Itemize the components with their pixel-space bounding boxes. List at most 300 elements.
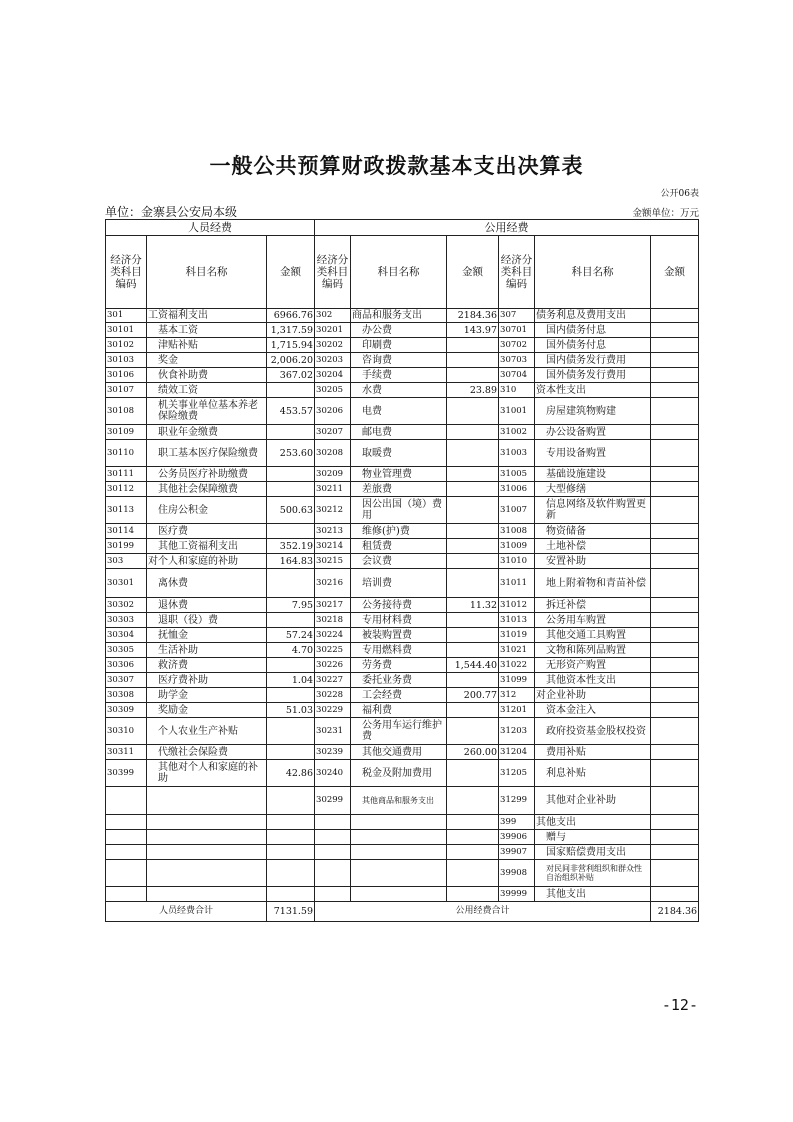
capital-amount	[651, 440, 699, 467]
public-name: 被装购置费	[351, 628, 447, 643]
public-code: 30201	[315, 323, 351, 338]
public-amount	[447, 539, 499, 554]
personnel-amount	[267, 524, 315, 539]
header-name: 科目名称	[535, 236, 651, 309]
public-name: 委托业务费	[351, 673, 447, 688]
capital-amount	[651, 569, 699, 598]
table-row	[106, 353, 699, 368]
public-amount	[447, 703, 499, 718]
capital-code: 31012	[499, 598, 535, 613]
personnel-name	[147, 860, 267, 887]
table-row	[106, 673, 699, 688]
capital-name: 房屋建筑物购建	[535, 398, 651, 425]
capital-name: 资本性支出	[535, 383, 651, 398]
public-amount	[447, 760, 499, 787]
public-amount	[447, 353, 499, 368]
capital-code: 31001	[499, 398, 535, 425]
capital-code: 39907	[499, 845, 535, 860]
personnel-code: 30309	[106, 703, 147, 718]
public-code: 30227	[315, 673, 351, 688]
capital-amount	[651, 688, 699, 703]
personnel-code	[106, 860, 147, 887]
public-amount	[447, 830, 499, 845]
public-amount: 200.77	[447, 688, 499, 703]
table-row	[106, 688, 699, 703]
capital-name: 物资储备	[535, 524, 651, 539]
public-amount	[447, 887, 499, 902]
capital-amount	[651, 703, 699, 718]
public-code	[315, 830, 351, 845]
table-row	[106, 425, 699, 440]
capital-amount	[651, 524, 699, 539]
table-row	[106, 368, 699, 383]
money-unit-label: 金额单位：万元	[632, 208, 699, 219]
public-code: 30240	[315, 760, 351, 787]
public-code: 30228	[315, 688, 351, 703]
public-code: 30215	[315, 554, 351, 569]
header-name: 科目名称	[351, 236, 447, 309]
table-row	[106, 658, 699, 673]
personnel-code: 30199	[106, 539, 147, 554]
capital-code: 31005	[499, 467, 535, 482]
personnel-amount: 6966.76	[267, 309, 315, 323]
capital-name: 债务利息及费用支出	[535, 309, 651, 323]
header-code: 经济分类科目编码	[315, 236, 351, 309]
capital-name: 利息补贴	[535, 760, 651, 787]
capital-name: 文物和陈列品购置	[535, 643, 651, 658]
table-row	[106, 887, 699, 902]
personnel-name: 基本工资	[147, 323, 267, 338]
capital-amount	[651, 673, 699, 688]
public-code: 30203	[315, 353, 351, 368]
table-row	[106, 398, 699, 425]
capital-name: 国内债务付息	[535, 323, 651, 338]
capital-name: 无形资产购置	[535, 658, 651, 673]
personnel-code	[106, 830, 147, 845]
personnel-name: 生活补助	[147, 643, 267, 658]
capital-amount	[651, 467, 699, 482]
public-amount	[447, 440, 499, 467]
capital-code: 310	[499, 383, 535, 398]
personnel-code: 30311	[106, 745, 147, 760]
public-code	[315, 887, 351, 902]
capital-amount	[651, 787, 699, 815]
capital-code: 399	[499, 815, 535, 830]
personnel-code: 30399	[106, 760, 147, 787]
capital-code: 31204	[499, 745, 535, 760]
personnel-amount	[267, 815, 315, 830]
capital-name: 国外债务发行费用	[535, 368, 651, 383]
header-amount: 金额	[651, 236, 699, 309]
form-number: 公开06表	[660, 189, 699, 199]
capital-code: 31299	[499, 787, 535, 815]
capital-name: 费用补贴	[535, 745, 651, 760]
capital-name: 其他支出	[535, 815, 651, 830]
public-name: 其他交通费用	[351, 745, 447, 760]
personnel-code: 30106	[106, 368, 147, 383]
capital-name: 其他对企业补助	[535, 787, 651, 815]
public-name: 因公出国（境）费用	[351, 497, 447, 524]
personnel-code: 30301	[106, 569, 147, 598]
capital-code: 39908	[499, 860, 535, 887]
capital-code: 31007	[499, 497, 535, 524]
capital-amount	[651, 760, 699, 787]
personnel-amount: 367.02	[267, 368, 315, 383]
table-row	[106, 383, 699, 398]
public-amount	[447, 628, 499, 643]
public-code: 30229	[315, 703, 351, 718]
personnel-code: 30103	[106, 353, 147, 368]
personnel-amount	[267, 425, 315, 440]
personnel-amount: 42.86	[267, 760, 315, 787]
personnel-code: 30306	[106, 658, 147, 673]
capital-amount	[651, 598, 699, 613]
public-amount	[447, 673, 499, 688]
capital-amount	[651, 497, 699, 524]
public-amount	[447, 482, 499, 497]
capital-code: 30702	[499, 338, 535, 353]
capital-name: 政府投资基金股权投资	[535, 718, 651, 745]
capital-name: 其他支出	[535, 887, 651, 902]
table-row	[106, 830, 699, 845]
capital-code: 31011	[499, 569, 535, 598]
personnel-name: 其他对个人和家庭的补助	[147, 760, 267, 787]
public-amount	[447, 845, 499, 860]
capital-amount	[651, 323, 699, 338]
capital-name: 地上附着物和青苗补偿	[535, 569, 651, 598]
public-name: 水费	[351, 383, 447, 398]
personnel-code	[106, 787, 147, 815]
public-name: 会议费	[351, 554, 447, 569]
public-code: 30225	[315, 643, 351, 658]
public-name: 差旅费	[351, 482, 447, 497]
capital-code: 30703	[499, 353, 535, 368]
personnel-section-header: 人员经费	[106, 220, 315, 236]
header-amount: 金额	[267, 236, 315, 309]
personnel-code: 30310	[106, 718, 147, 745]
personnel-amount: 2,006.20	[267, 353, 315, 368]
public-amount	[447, 613, 499, 628]
public-code: 30218	[315, 613, 351, 628]
public-total-amount: 2184.36	[651, 902, 699, 922]
table-row	[106, 482, 699, 497]
public-name: 商品和服务支出	[351, 309, 447, 323]
capital-name: 国内债务发行费用	[535, 353, 651, 368]
capital-code: 31002	[499, 425, 535, 440]
public-code: 30214	[315, 539, 351, 554]
public-name: 公务用车运行维护费	[351, 718, 447, 745]
public-code: 30217	[315, 598, 351, 613]
public-amount	[447, 554, 499, 569]
public-amount	[447, 368, 499, 383]
personnel-code: 30101	[106, 323, 147, 338]
public-amount	[447, 425, 499, 440]
table-row	[106, 323, 699, 338]
personnel-name: 工资福利支出	[147, 309, 267, 323]
public-code: 30202	[315, 338, 351, 353]
public-amount	[447, 643, 499, 658]
personnel-total-label: 人员经费合计	[106, 902, 267, 922]
public-name: 专用材料费	[351, 613, 447, 628]
table-row	[106, 860, 699, 887]
capital-amount	[651, 554, 699, 569]
table-row	[106, 338, 699, 353]
personnel-amount: 453.57	[267, 398, 315, 425]
personnel-name: 代缴社会保险费	[147, 745, 267, 760]
capital-code: 31006	[499, 482, 535, 497]
personnel-name: 退休费	[147, 598, 267, 613]
table-row	[106, 309, 699, 323]
capital-code: 31013	[499, 613, 535, 628]
personnel-name: 伙食补助费	[147, 368, 267, 383]
personnel-name: 对个人和家庭的补助	[147, 554, 267, 569]
expenditure-table	[105, 219, 699, 922]
capital-amount	[651, 613, 699, 628]
personnel-code: 30107	[106, 383, 147, 398]
table-row	[106, 643, 699, 658]
capital-name: 拆迁补偿	[535, 598, 651, 613]
capital-code: 31099	[499, 673, 535, 688]
personnel-amount	[267, 845, 315, 860]
capital-name: 其他资本性支出	[535, 673, 651, 688]
public-amount	[447, 467, 499, 482]
table-row	[106, 628, 699, 643]
capital-code: 31019	[499, 628, 535, 643]
personnel-code: 30108	[106, 398, 147, 425]
personnel-amount	[267, 830, 315, 845]
capital-amount	[651, 539, 699, 554]
public-amount: 2184.36	[447, 309, 499, 323]
public-name: 劳务费	[351, 658, 447, 673]
public-code: 30226	[315, 658, 351, 673]
personnel-name	[147, 887, 267, 902]
capital-name: 信息网络及软件购置更新	[535, 497, 651, 524]
public-name: 工会经费	[351, 688, 447, 703]
table-row	[106, 569, 699, 598]
public-code: 30211	[315, 482, 351, 497]
table-row	[106, 787, 699, 815]
capital-name: 对民间非营利组织和群众性自治组织补贴	[535, 860, 651, 887]
unit-label: 单位：金寨县公安局本级	[105, 205, 238, 219]
public-total-label: 公用经费合计	[315, 902, 651, 922]
capital-amount	[651, 745, 699, 760]
public-amount: 11.32	[447, 598, 499, 613]
header-amount: 金额	[447, 236, 499, 309]
public-code: 30204	[315, 368, 351, 383]
personnel-code: 30112	[106, 482, 147, 497]
capital-amount	[651, 628, 699, 643]
public-amount	[447, 497, 499, 524]
capital-name: 安置补助	[535, 554, 651, 569]
public-name: 物业管理费	[351, 467, 447, 482]
table-row	[106, 613, 699, 628]
personnel-name: 医疗费	[147, 524, 267, 539]
personnel-name: 住房公积金	[147, 497, 267, 524]
public-name	[351, 887, 447, 902]
personnel-code: 30307	[106, 673, 147, 688]
capital-name: 办公设备购置	[535, 425, 651, 440]
public-code	[315, 860, 351, 887]
personnel-name	[147, 815, 267, 830]
personnel-amount	[267, 613, 315, 628]
table-row	[106, 718, 699, 745]
table-row	[106, 760, 699, 787]
capital-amount	[651, 338, 699, 353]
personnel-amount	[267, 482, 315, 497]
capital-name: 基础设施建设	[535, 467, 651, 482]
personnel-code: 30111	[106, 467, 147, 482]
capital-code: 31008	[499, 524, 535, 539]
personnel-amount: 1,715.94	[267, 338, 315, 353]
table-row	[106, 497, 699, 524]
personnel-amount	[267, 745, 315, 760]
personnel-amount	[267, 467, 315, 482]
capital-code: 31009	[499, 539, 535, 554]
public-name: 邮电费	[351, 425, 447, 440]
public-code: 30239	[315, 745, 351, 760]
personnel-name: 奖金	[147, 353, 267, 368]
table-row	[106, 524, 699, 539]
capital-name: 国家赔偿费用支出	[535, 845, 651, 860]
personnel-code	[106, 815, 147, 830]
personnel-name: 奖励金	[147, 703, 267, 718]
public-amount	[447, 787, 499, 815]
public-name: 专用燃料费	[351, 643, 447, 658]
capital-code: 31003	[499, 440, 535, 467]
personnel-amount	[267, 887, 315, 902]
personnel-amount: 352.19	[267, 539, 315, 554]
public-code: 30209	[315, 467, 351, 482]
public-code: 30206	[315, 398, 351, 425]
personnel-amount	[267, 718, 315, 745]
personnel-amount	[267, 787, 315, 815]
public-name	[351, 830, 447, 845]
public-amount	[447, 398, 499, 425]
personnel-amount: 7.95	[267, 598, 315, 613]
capital-name: 专用设备购置	[535, 440, 651, 467]
personnel-name: 职工基本医疗保险缴费	[147, 440, 267, 467]
capital-amount	[651, 718, 699, 745]
public-code: 302	[315, 309, 351, 323]
capital-code: 39906	[499, 830, 535, 845]
capital-amount	[651, 643, 699, 658]
public-name	[351, 845, 447, 860]
public-code: 30205	[315, 383, 351, 398]
public-amount: 260.00	[447, 745, 499, 760]
header-code: 经济分类科目编码	[499, 236, 535, 309]
capital-code: 31022	[499, 658, 535, 673]
public-amount	[447, 338, 499, 353]
personnel-code: 30303	[106, 613, 147, 628]
personnel-name: 公务员医疗补助缴费	[147, 467, 267, 482]
capital-amount	[651, 425, 699, 440]
personnel-name	[147, 830, 267, 845]
capital-code: 31203	[499, 718, 535, 745]
capital-code: 31201	[499, 703, 535, 718]
header-name: 科目名称	[147, 236, 267, 309]
personnel-name: 医疗费补助	[147, 673, 267, 688]
public-code: 30208	[315, 440, 351, 467]
public-name: 公务接待费	[351, 598, 447, 613]
public-name: 取暖费	[351, 440, 447, 467]
public-name	[351, 815, 447, 830]
capital-code: 31205	[499, 760, 535, 787]
capital-amount	[651, 398, 699, 425]
public-amount: 143.97	[447, 323, 499, 338]
personnel-code: 301	[106, 309, 147, 323]
public-name: 福利费	[351, 703, 447, 718]
personnel-amount: 4.70	[267, 643, 315, 658]
table-row	[106, 815, 699, 830]
personnel-name: 抚恤金	[147, 628, 267, 643]
personnel-name: 救济费	[147, 658, 267, 673]
personnel-name	[147, 845, 267, 860]
capital-code: 307	[499, 309, 535, 323]
capital-amount	[651, 830, 699, 845]
personnel-amount: 57.24	[267, 628, 315, 643]
personnel-amount: 500.63	[267, 497, 315, 524]
personnel-code: 30304	[106, 628, 147, 643]
public-amount	[447, 815, 499, 830]
public-name: 税金及附加费用	[351, 760, 447, 787]
public-code: 30213	[315, 524, 351, 539]
personnel-code: 30308	[106, 688, 147, 703]
public-code: 30224	[315, 628, 351, 643]
public-amount: 1,544.40	[447, 658, 499, 673]
public-amount: 23.89	[447, 383, 499, 398]
personnel-total-amount: 7131.59	[267, 902, 315, 922]
page-number: -12-	[661, 996, 698, 1014]
personnel-code	[106, 845, 147, 860]
table-row	[106, 440, 699, 467]
capital-amount	[651, 368, 699, 383]
personnel-name	[147, 787, 267, 815]
public-name: 印刷费	[351, 338, 447, 353]
capital-code: 31010	[499, 554, 535, 569]
capital-name: 土地补偿	[535, 539, 651, 554]
table-row	[106, 845, 699, 860]
personnel-name: 机关事业单位基本养老保险缴费	[147, 398, 267, 425]
personnel-amount: 51.03	[267, 703, 315, 718]
capital-amount	[651, 887, 699, 902]
header-code: 经济分类科目编码	[106, 236, 147, 309]
public-name: 维修(护)费	[351, 524, 447, 539]
public-name: 办公费	[351, 323, 447, 338]
capital-code: 30701	[499, 323, 535, 338]
personnel-amount	[267, 658, 315, 673]
public-code: 30212	[315, 497, 351, 524]
public-name: 租赁费	[351, 539, 447, 554]
personnel-amount: 253.60	[267, 440, 315, 467]
capital-name: 国外债务付息	[535, 338, 651, 353]
capital-amount	[651, 845, 699, 860]
personnel-amount	[267, 860, 315, 887]
page-title: 一般公共预算财政拨款基本支出决算表	[209, 153, 584, 178]
capital-amount	[651, 353, 699, 368]
table-row	[106, 539, 699, 554]
public-code	[315, 815, 351, 830]
table-row	[106, 745, 699, 760]
personnel-amount: 164.83	[267, 554, 315, 569]
personnel-name: 助学金	[147, 688, 267, 703]
personnel-amount: 1,317.59	[267, 323, 315, 338]
personnel-code: 30102	[106, 338, 147, 353]
personnel-code	[106, 887, 147, 902]
capital-name: 资本金注入	[535, 703, 651, 718]
public-name	[351, 860, 447, 887]
capital-code: 30704	[499, 368, 535, 383]
personnel-amount	[267, 569, 315, 598]
